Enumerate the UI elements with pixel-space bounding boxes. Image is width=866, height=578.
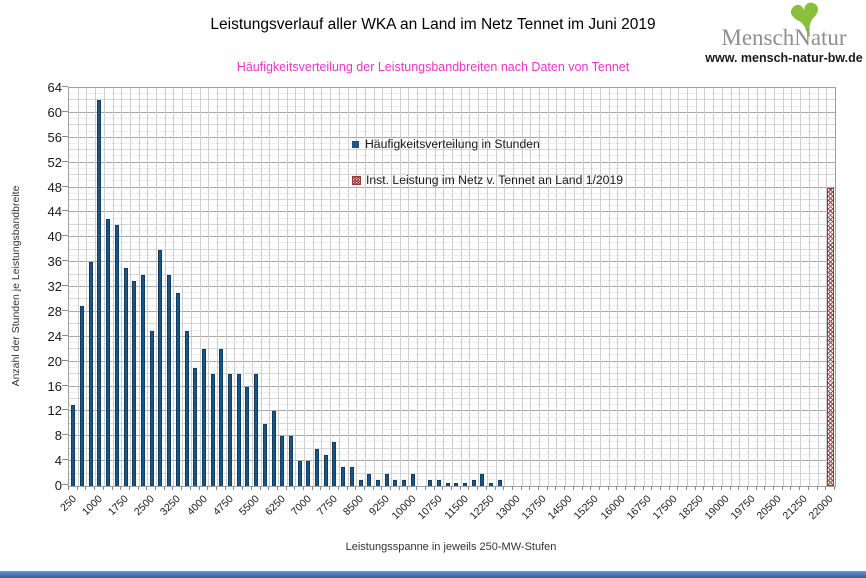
freq-bar-11250: [454, 483, 458, 486]
v-gridline: [78, 88, 79, 486]
v-gridline: [748, 88, 749, 486]
x-tick: [425, 486, 426, 490]
freq-bar-10750: [437, 480, 441, 486]
v-gridline: [139, 88, 140, 486]
freq-bar-2250: [141, 275, 145, 486]
v-gridline: [774, 88, 775, 486]
freq-bar-5750: [263, 424, 267, 486]
x-tick: [599, 486, 600, 490]
x-tick: [451, 486, 452, 490]
y-tick-label: 48: [47, 179, 62, 195]
freq-bar-250: [71, 405, 75, 486]
v-gridline: [644, 88, 645, 486]
v-gridline: [818, 88, 819, 486]
x-tick: [364, 486, 365, 490]
x-tick-label: 5500: [236, 493, 262, 519]
y-tick-label: 40: [47, 229, 62, 245]
x-tick: [582, 486, 583, 490]
freq-bar-12000: [480, 474, 484, 486]
v-gridline: [104, 88, 105, 486]
y-tick-label: 24: [47, 328, 62, 344]
freq-bar-4750: [228, 374, 232, 486]
v-gridline: [791, 88, 792, 486]
x-tick: [764, 486, 765, 490]
freq-bar-10500: [428, 480, 432, 486]
freq-bar-6500: [289, 436, 293, 486]
v-gridline: [191, 88, 192, 486]
x-tick: [190, 486, 191, 490]
x-tick-label: 12250: [467, 493, 497, 523]
x-tick: [486, 486, 487, 490]
freq-bar-2750: [158, 250, 162, 486]
x-tick: [730, 486, 731, 490]
x-tick-label: 250: [57, 493, 79, 514]
logo-wordmark: [704, 26, 864, 50]
x-tick: [738, 486, 739, 490]
freq-bar-3750: [193, 368, 197, 486]
freq-bar-750: [89, 262, 93, 486]
x-tick-label: 4000: [184, 493, 210, 519]
v-gridline: [226, 88, 227, 486]
x-tick: [381, 486, 382, 490]
freq-bar-5000: [237, 374, 241, 486]
v-gridline: [348, 88, 349, 486]
freq-bar-1250: [106, 219, 110, 486]
x-tick: [703, 486, 704, 490]
v-gridline: [661, 88, 662, 486]
x-tick-label: 10000: [389, 493, 419, 523]
freq-bar-3250: [176, 293, 180, 486]
logo-text-mensch: Mensch: [721, 25, 795, 50]
x-tick-label: 7000: [288, 493, 314, 519]
v-gridline: [147, 88, 148, 486]
x-tick: [233, 486, 234, 490]
x-tick-label: 6250: [262, 493, 288, 519]
x-tick-label: 10750: [415, 493, 445, 523]
freq-bar-3500: [185, 331, 189, 486]
x-tick: [790, 486, 791, 490]
installed-capacity-bar: [827, 188, 834, 487]
v-gridline: [722, 88, 723, 486]
freq-bar-7250: [315, 449, 319, 486]
freq-bar-4500: [219, 349, 223, 486]
freq-bar-8000: [341, 467, 345, 486]
x-tick: [512, 486, 513, 490]
x-tick: [538, 486, 539, 490]
x-tick-label: 20500: [754, 493, 784, 523]
x-tick: [294, 486, 295, 490]
x-tick: [225, 486, 226, 490]
x-tick: [77, 486, 78, 490]
x-tick: [468, 486, 469, 490]
v-gridline: [765, 88, 766, 486]
x-tick: [312, 486, 313, 490]
legend-item-installed-capacity: [352, 173, 623, 187]
x-tick: [129, 486, 130, 490]
x-tick: [434, 486, 435, 490]
x-tick: [85, 486, 86, 490]
x-tick: [207, 486, 208, 490]
x-tick: [416, 486, 417, 490]
freq-bar-9750: [402, 480, 406, 486]
logo-website: www. mensch-natur-bw.de: [705, 51, 863, 66]
y-tick-label: 20: [47, 353, 62, 369]
v-gridline: [95, 88, 96, 486]
v-gridline: [687, 88, 688, 486]
v-gridline: [678, 88, 679, 486]
x-tick: [677, 486, 678, 490]
x-tick-label: 16750: [624, 493, 654, 523]
y-tick-label: 56: [47, 129, 62, 145]
v-gridline: [287, 88, 288, 486]
v-gridline: [704, 88, 705, 486]
x-tick: [625, 486, 626, 490]
logo: [704, 2, 864, 65]
freq-bar-500: [80, 306, 84, 486]
x-tick-label: 22000: [807, 493, 837, 523]
v-gridline: [173, 88, 174, 486]
x-tick: [773, 486, 774, 490]
legend-swatch-crosshatch-icon: [352, 176, 361, 185]
x-tick: [564, 486, 565, 490]
y-axis-title: Anzahl der Stunden je Leistungsbandbreite: [10, 185, 22, 387]
freq-bar-5250: [245, 387, 249, 487]
x-tick-label: 1750: [106, 493, 132, 519]
v-gridline: [261, 88, 262, 486]
freq-bar-11750: [472, 480, 476, 486]
x-tick: [112, 486, 113, 490]
x-tick-label: 4750: [210, 493, 236, 519]
x-tick-label: 16000: [598, 493, 628, 523]
x-tick: [242, 486, 243, 490]
v-gridline: [313, 88, 314, 486]
v-gridline: [182, 88, 183, 486]
v-gridline: [652, 88, 653, 486]
freq-bar-6000: [272, 411, 276, 486]
y-tick-label: 64: [47, 80, 62, 95]
x-tick: [260, 486, 261, 490]
v-gridline: [86, 88, 87, 486]
v-gridline: [130, 88, 131, 486]
v-gridline: [121, 88, 122, 486]
x-tick: [555, 486, 556, 490]
freq-bar-10000: [411, 474, 415, 486]
x-tick: [347, 486, 348, 490]
v-gridline: [696, 88, 697, 486]
x-tick: [529, 486, 530, 490]
x-tick: [120, 486, 121, 490]
x-tick: [355, 486, 356, 490]
freq-bar-8500: [359, 480, 363, 486]
legend-label-frequency: Häufigkeitsverteilung in Stunden: [365, 137, 540, 151]
x-tick: [799, 486, 800, 490]
legend-label-installed-capacity: Inst. Leistung im Netz v. Tennet an Land 1/2019: [366, 173, 624, 187]
v-gridline: [635, 88, 636, 486]
x-tick: [103, 486, 104, 490]
x-tick-label: 13750: [519, 493, 549, 523]
x-tick: [547, 486, 548, 490]
x-tick-label: 9250: [367, 493, 393, 519]
y-tick-label: 52: [47, 154, 62, 170]
y-tick-label: 8: [54, 428, 62, 444]
x-tick-label: 15250: [571, 493, 602, 523]
v-gridline: [217, 88, 218, 486]
x-tick: [608, 486, 609, 490]
x-tick-label: 1000: [79, 493, 105, 519]
legend-swatch-blue-icon: [352, 141, 359, 148]
v-gridline: [243, 88, 244, 486]
v-gridline: [113, 88, 114, 486]
page-title: Leistungsverlauf aller WKA an Land im Netz Tennet im Juni 2019: [210, 16, 656, 33]
y-tick-label: 16: [47, 378, 62, 394]
x-tick: [634, 486, 635, 490]
v-gridline: [304, 88, 305, 486]
legend: [352, 137, 623, 209]
freq-bar-6250: [280, 436, 284, 486]
v-gridline: [670, 88, 671, 486]
x-tick: [442, 486, 443, 490]
freq-bar-1500: [115, 225, 119, 486]
freq-bar-8750: [367, 474, 371, 486]
x-tick: [825, 486, 826, 490]
x-tick: [155, 486, 156, 490]
x-tick: [460, 486, 461, 490]
v-gridline: [626, 88, 627, 486]
x-tick: [756, 486, 757, 490]
freq-bar-5500: [254, 374, 258, 486]
freq-bar-9250: [385, 474, 389, 486]
v-gridline: [757, 88, 758, 486]
y-tick-label: 60: [47, 104, 62, 120]
y-tick-label: 44: [47, 204, 62, 220]
x-tick-label: 18250: [676, 493, 706, 523]
x-tick: [399, 486, 400, 490]
x-tick: [329, 486, 330, 490]
x-tick: [590, 486, 591, 490]
x-tick-label: 17500: [650, 493, 680, 523]
x-tick: [712, 486, 713, 490]
x-tick: [407, 486, 408, 490]
x-tick: [817, 486, 818, 490]
freq-bar-9500: [393, 480, 397, 486]
logo-text-natur: Natur: [794, 25, 847, 50]
y-tick-label: 36: [47, 254, 62, 270]
x-tick-label: 19000: [702, 493, 732, 523]
legend-item-frequency: [352, 137, 623, 151]
freq-bar-4250: [211, 374, 215, 486]
freq-bar-2000: [132, 281, 136, 486]
bottom-window-edge: [0, 571, 866, 578]
x-tick: [373, 486, 374, 490]
v-gridline: [739, 88, 740, 486]
freq-bar-12250: [489, 483, 493, 486]
x-tick: [808, 486, 809, 490]
freq-bar-7750: [332, 442, 336, 486]
x-tick: [199, 486, 200, 490]
v-gridline: [339, 88, 340, 486]
v-gridline: [713, 88, 714, 486]
v-gridline: [156, 88, 157, 486]
y-tick-label: 0: [54, 478, 62, 493]
y-tick-label: 4: [54, 453, 62, 469]
x-tick: [782, 486, 783, 490]
x-tick: [521, 486, 522, 490]
x-tick: [286, 486, 287, 490]
freq-bar-4000: [202, 349, 206, 486]
v-gridline: [234, 88, 235, 486]
x-tick: [303, 486, 304, 490]
x-tick: [503, 486, 504, 490]
v-gridline: [269, 88, 270, 486]
x-tick: [251, 486, 252, 490]
x-axis-ticks: [68, 486, 836, 491]
x-tick-label: 21250: [780, 493, 811, 523]
v-gridline: [200, 88, 201, 486]
v-gridline: [809, 88, 810, 486]
y-tick-label: 32: [47, 279, 62, 294]
v-gridline: [295, 88, 296, 486]
x-tick-label: 14500: [545, 493, 576, 523]
x-tick-label: 3250: [158, 493, 184, 519]
x-tick: [172, 486, 173, 490]
chart-subtitle: Häufigkeitsverteilung der Leistungsbandbreiten nach Daten von Tennet: [236, 60, 630, 74]
x-tick: [669, 486, 670, 490]
x-tick: [68, 486, 69, 490]
freq-bar-1000: [97, 100, 101, 486]
x-tick: [721, 486, 722, 490]
x-tick: [616, 486, 617, 490]
x-tick: [477, 486, 478, 490]
v-gridline: [330, 88, 331, 486]
x-tick: [660, 486, 661, 490]
x-tick: [573, 486, 574, 490]
x-tick: [216, 486, 217, 490]
x-tick: [146, 486, 147, 490]
freq-bar-11000: [446, 483, 450, 486]
freq-bar-7500: [324, 455, 328, 486]
x-tick: [320, 486, 321, 490]
freq-bar-11500: [463, 483, 467, 486]
v-gridline: [783, 88, 784, 486]
x-tick: [651, 486, 652, 490]
v-gridline: [800, 88, 801, 486]
v-gridline: [731, 88, 732, 486]
x-tick: [181, 486, 182, 490]
freq-bar-12500: [498, 480, 502, 486]
v-gridline: [252, 88, 253, 486]
x-tick: [495, 486, 496, 490]
x-tick: [138, 486, 139, 490]
v-gridline: [208, 88, 209, 486]
x-tick: [277, 486, 278, 490]
v-gridline: [321, 88, 322, 486]
x-tick-label: 19750: [728, 493, 758, 523]
freq-bar-2500: [150, 331, 154, 486]
x-tick: [747, 486, 748, 490]
y-tick-label: 28: [47, 303, 62, 319]
freq-bar-6750: [298, 461, 302, 486]
x-tick: [338, 486, 339, 490]
v-gridline: [278, 88, 279, 486]
freq-bar-3000: [167, 275, 171, 486]
x-tick: [686, 486, 687, 490]
freq-bar-1750: [124, 268, 128, 486]
y-tick-label: 12: [47, 403, 62, 419]
x-tick-label: 8500: [341, 493, 367, 519]
x-tick: [164, 486, 165, 490]
x-tick-label: 13000: [493, 493, 523, 523]
x-tick: [268, 486, 269, 490]
freq-bar-9000: [376, 480, 380, 486]
x-tick: [834, 486, 835, 490]
freq-bar-8250: [350, 467, 354, 486]
x-tick: [643, 486, 644, 490]
y-axis-labels: [28, 80, 62, 493]
x-tick-label: 7750: [314, 493, 340, 519]
x-tick: [94, 486, 95, 490]
x-tick: [695, 486, 696, 490]
x-tick: [390, 486, 391, 490]
x-tick-label: 11500: [441, 493, 471, 522]
freq-bar-7000: [306, 461, 310, 486]
x-axis-title: Leistungsspanne in jeweils 250-MW-Stufen: [345, 541, 557, 553]
x-tick-label: 2500: [132, 493, 158, 519]
v-gridline: [165, 88, 166, 486]
